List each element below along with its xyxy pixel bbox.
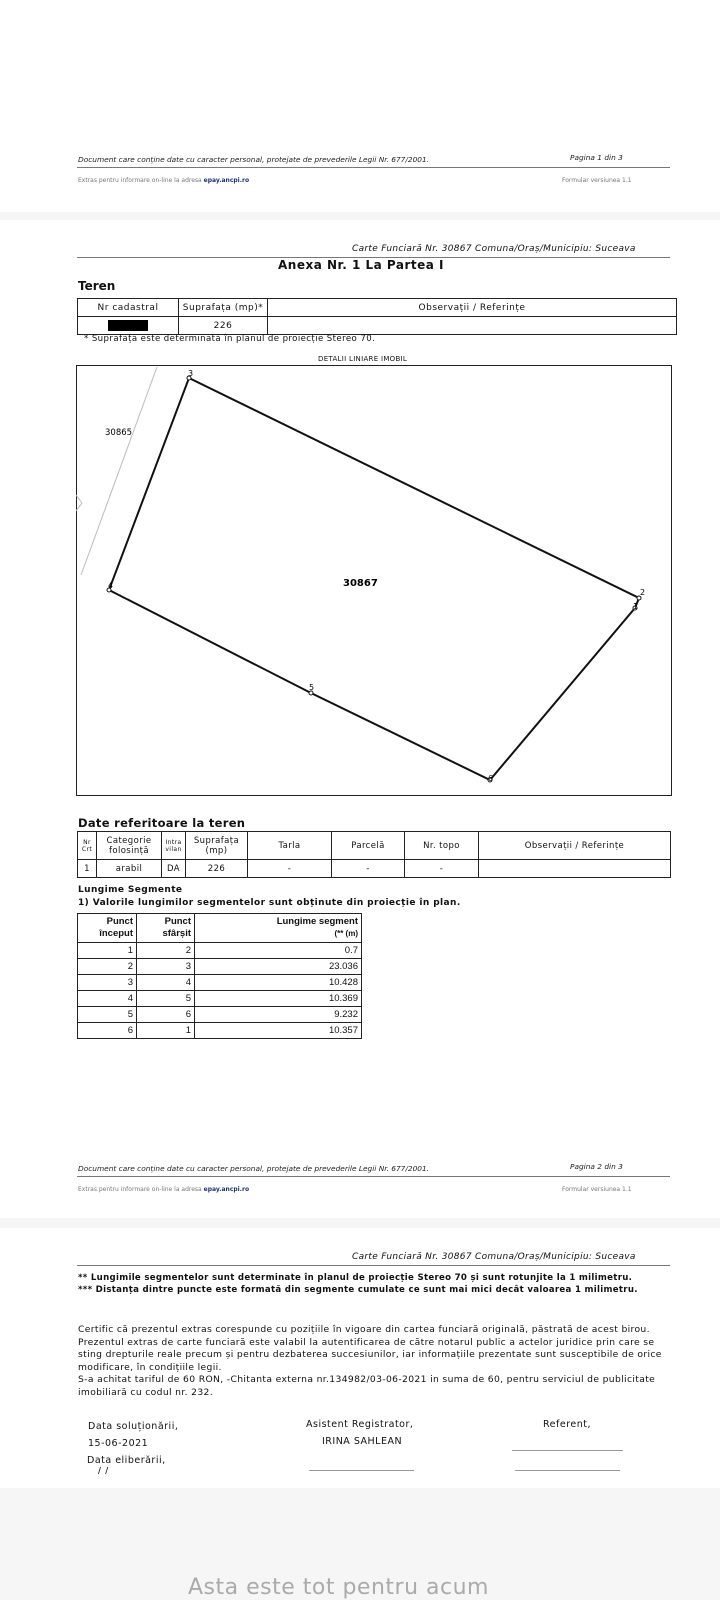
annex-title: Anexa Nr. 1 La Partea I xyxy=(278,258,445,272)
cell-length: 10.357 xyxy=(195,1023,362,1039)
date-teren-title: Date referitoare la teren xyxy=(78,816,246,830)
point-2-label: 2 xyxy=(640,588,646,597)
page-number: Pagina 2 din 3 xyxy=(570,1162,623,1171)
cell-start: 4 xyxy=(78,991,137,1007)
certification-p2: Prezentul extras de carte funciară este valabil la autentificarea de către notarul public a actelor juridice prin care se sting drepturile reale precum și pentru dezbaterea succesiunilor, iar informațiile prezentate sunt susceptibile de orice modificare, în condițiile legii. xyxy=(78,1336,662,1373)
col-suprafata: Suprafața (mp)* xyxy=(179,299,268,317)
cell-categorie: arabil xyxy=(97,860,162,878)
data-solutionarii: 15-06-2021 xyxy=(88,1438,149,1449)
parcel-label: 30867 xyxy=(343,578,378,589)
table-row xyxy=(78,975,362,991)
segmente-subtitle: 1) Valorile lungimilor segmentelor sunt obținute din proiecție în plan. xyxy=(78,898,461,908)
plan-drawing xyxy=(76,365,672,796)
referent-label: Referent, xyxy=(543,1419,592,1430)
page-3 xyxy=(0,1228,720,1488)
cell-length: 10.428 xyxy=(195,975,362,991)
col-lungime-label: Lungime segment xyxy=(276,916,358,927)
cell-start: 5 xyxy=(78,1007,137,1023)
cell-length: 9.232 xyxy=(195,1007,362,1023)
data-eliberarii-label: Data eliberării, xyxy=(87,1455,166,1466)
cell-nr-crt: 1 xyxy=(78,860,97,878)
col-nr-cadastral: Nr cadastral xyxy=(78,299,179,317)
note-distance: *** Distanța dintre puncte este formată din segmente cumulate ce sunt mai mici decât valoarea 1 milimetru. xyxy=(78,1285,638,1295)
col-observatii: Observații / Referințe xyxy=(479,832,671,860)
extract-note: Extras pentru informare on-line la adresa epay.ancpi.ro xyxy=(78,1186,250,1193)
teren-table xyxy=(77,298,677,335)
overlay-caption: Asta este tot pentru acum xyxy=(188,1575,489,1600)
form-version: Formular versiunea 1.1 xyxy=(562,1186,632,1193)
cell-suprafata: 226 xyxy=(179,317,268,335)
cell-end: 4 xyxy=(137,975,195,991)
note-stereo: ** Lungimile segmentelor sunt determinate în planul de proiecție Stereo 70 și sunt rotunjite la 1 milimetru. xyxy=(78,1273,633,1283)
col-punct-sfarsit: Punct sfârșit xyxy=(137,914,195,943)
legal-note: Document care conține date cu caracter personal, protejate de prevederile Legii Nr. 677/2001. xyxy=(78,155,430,164)
segmente-title: Lungime Segmente xyxy=(78,885,183,895)
cell-length: 0.7 xyxy=(195,943,362,959)
asistent-stamp-line xyxy=(309,1470,414,1471)
extract-site-link[interactable]: epay.ancpi.ro xyxy=(203,177,250,184)
cell-observatii xyxy=(268,317,677,335)
date-teren-table xyxy=(77,831,671,878)
cell-tarla: - xyxy=(248,860,332,878)
point-3-label: 3 xyxy=(188,369,194,378)
col-punct-inceput: Punct început xyxy=(78,914,137,943)
cell-start: 6 xyxy=(78,1023,137,1039)
col-suprafata: Suprafața (mp) xyxy=(186,832,248,860)
header-divider xyxy=(77,1265,670,1266)
data-solutionarii-label: Data soluționării, xyxy=(88,1421,179,1432)
col-lungime xyxy=(195,914,362,943)
cell-end: 5 xyxy=(137,991,195,1007)
table-row xyxy=(78,991,362,1007)
cell-end: 3 xyxy=(137,959,195,975)
point-4-label: 4 xyxy=(108,581,114,590)
col-tarla: Tarla xyxy=(248,832,332,860)
cell-length: 23.036 xyxy=(195,959,362,975)
page-1-bottom xyxy=(0,0,720,212)
col-observatii: Observații / Referințe xyxy=(268,299,677,317)
redacted-block xyxy=(108,320,148,331)
cell-end: 2 xyxy=(137,943,195,959)
extract-site-link[interactable]: epay.ancpi.ro xyxy=(203,1186,250,1193)
table-row xyxy=(78,1023,362,1039)
cell-length: 10.369 xyxy=(195,991,362,1007)
certification-p3: S-a achitat tariful de 60 RON, -Chitanta externa nr.134982/03-06-2021 in suma de 60, pentru serviciul de publicitate imobiliară cu codul nr. 232. xyxy=(78,1374,656,1398)
point-6-label: 6 xyxy=(488,774,494,783)
plan-title: DETALII LINIARE IMOBIL xyxy=(318,355,408,363)
cell-start: 3 xyxy=(78,975,137,991)
surface-footnote: * Suprafața este determinată în planul de proiecție Stereo 70. xyxy=(84,334,376,344)
form-version: Formular versiunea 1.1 xyxy=(562,177,632,184)
col-categorie: Categorie folosință xyxy=(97,832,162,860)
cell-intravilan: DA xyxy=(162,860,186,878)
certification-text xyxy=(78,1324,672,1400)
cell-parcela: - xyxy=(332,860,405,878)
col-lungime-unit: (** (m) xyxy=(334,929,358,938)
cell-start: 1 xyxy=(78,943,137,959)
cell-start: 2 xyxy=(78,959,137,975)
teren-title: Teren xyxy=(78,279,116,293)
cell-nr-topo: - xyxy=(405,860,479,878)
cell-observatii xyxy=(479,860,671,878)
col-nr-crt: Nr Crt xyxy=(78,832,97,860)
table-row xyxy=(78,943,362,959)
table-row xyxy=(78,1007,362,1023)
cell-suprafata: 226 xyxy=(186,860,248,878)
certification-p1: Certific că prezentul extras corespunde cu pozițiile în vigoare din cartea funciară originală, păstrată de acest birou. xyxy=(78,1324,650,1335)
asistent-label: Asistent Registrator, xyxy=(306,1419,414,1430)
point-1-label: 1 xyxy=(633,602,639,611)
col-nr-topo: Nr. topo xyxy=(405,832,479,860)
col-parcela: Parcelă xyxy=(332,832,405,860)
extract-note: Extras pentru informare on-line la adresa epay.ancpi.ro xyxy=(78,177,250,184)
cf-header: Carte Funciară Nr. 30867 Comuna/Oraș/Municipiu: Suceava xyxy=(352,1252,636,1262)
cell-end: 1 xyxy=(137,1023,195,1039)
cf-header: Carte Funciară Nr. 30867 Comuna/Oraș/Municipiu: Suceava xyxy=(352,244,636,254)
footer-divider xyxy=(77,167,670,168)
asistent-name: IRINA SAHLEAN xyxy=(322,1436,403,1447)
referent-signature-line xyxy=(512,1450,623,1451)
cell-end: 6 xyxy=(137,1007,195,1023)
neighbor-label: 30865 xyxy=(105,428,133,438)
cell-nr-cadastral xyxy=(78,317,179,335)
footer-divider xyxy=(77,1176,670,1177)
col-intravilan: Intra vilan xyxy=(162,832,186,860)
data-eliberarii: / / xyxy=(98,1467,109,1475)
point-5-label: 5 xyxy=(309,683,315,692)
referent-stamp-line xyxy=(515,1470,620,1471)
legal-note: Document care conține date cu caracter personal, protejate de prevederile Legii Nr. 677/2001. xyxy=(78,1164,430,1173)
table-row xyxy=(78,959,362,975)
page-2 xyxy=(0,220,720,1218)
page-number: Pagina 1 din 3 xyxy=(570,153,623,162)
segmente-table xyxy=(77,913,362,1039)
